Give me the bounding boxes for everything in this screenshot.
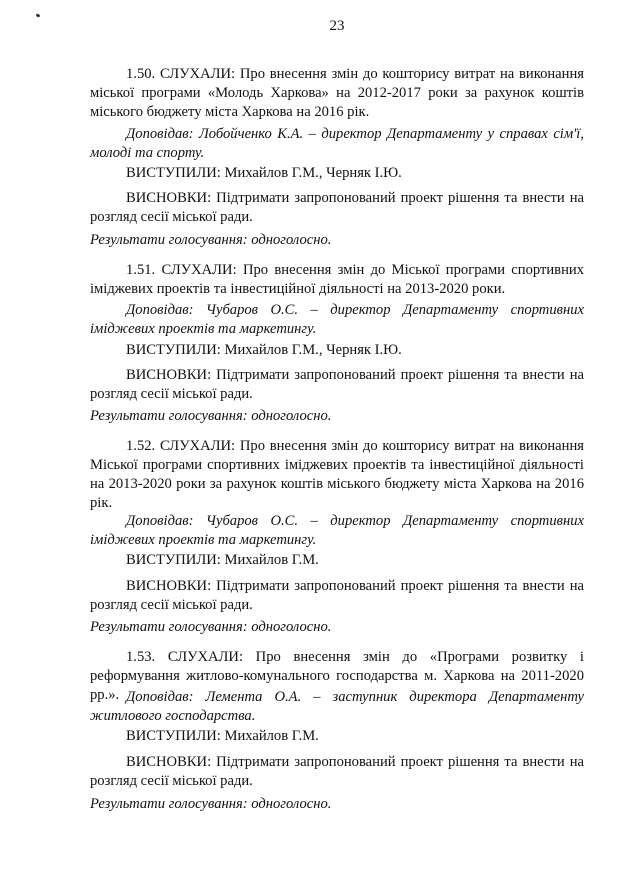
- item-1-52-vote: [90, 618, 584, 637]
- reporter-paragraph: Доповідав: Лобойченко К.А. – директор Департаменту у справах сім'ї, молоді та спорту.: [90, 126, 584, 161]
- spoke-paragraph: ВИСТУПИЛИ: Михайлов Г.М.: [126, 728, 319, 744]
- heard-paragraph: 1.50. СЛУХАЛИ: Про внесення змін до кошторису витрат на виконання міської програми «Молодь Харкова» на 2012-2017 роки за рахунок коштів міського бюджету міста Харкова на 2016 рік.: [90, 66, 584, 120]
- scan-speck: [36, 13, 41, 18]
- item-1-51-spoke: [90, 341, 584, 360]
- item-1-53-conclusions: [90, 753, 584, 791]
- vote-result: Результати голосування: одноголосно.: [90, 232, 332, 248]
- item-1-50-conclusions: [90, 189, 584, 227]
- item-1-52-conclusions: [90, 577, 584, 615]
- heard-paragraph: 1.53. СЛУХАЛИ: Про внесення змін до «Програми розвитку і реформування житлово-комунального господарства м. Харкова на 2011-2020 рр.».: [90, 649, 584, 703]
- item-1-51-conclusions: [90, 366, 584, 404]
- item-1-50-reporter: [90, 125, 584, 163]
- reporter-paragraph: Доповідав: Чубаров О.С. – директор Департаменту спортивних іміджевих проектів та маркетингу.: [90, 302, 584, 337]
- page-number: 23: [329, 18, 345, 34]
- heard-paragraph: 1.51. СЛУХАЛИ: Про внесення змін до Міської програми спортивних іміджевих проектів та інвестиційної діяльності на 2013-2020 роки.: [90, 262, 584, 297]
- item-1-50-heard: [90, 65, 584, 122]
- vote-result: Результати голосування: одноголосно.: [90, 619, 332, 635]
- item-1-52-reporter: [90, 512, 584, 550]
- item-1-53-vote: [90, 795, 584, 814]
- conclusions-paragraph: ВИСНОВКИ: Підтримати запропонований проект рішення та внести на розгляд сесії міської ради.: [90, 578, 584, 613]
- spoke-paragraph: ВИСТУПИЛИ: Михайлов Г.М., Черняк І.Ю.: [126, 165, 402, 181]
- item-1-53-spoke: [90, 727, 584, 746]
- item-1-53-reporter: [90, 688, 584, 726]
- conclusions-paragraph: ВИСНОВКИ: Підтримати запропонований проект рішення та внести на розгляд сесії міської ради.: [90, 754, 584, 789]
- item-1-50-vote: [90, 231, 584, 250]
- spoke-paragraph: ВИСТУПИЛИ: Михайлов Г.М., Черняк І.Ю.: [126, 342, 402, 358]
- heard-paragraph: 1.52. СЛУХАЛИ: Про внесення змін до кошторису витрат на виконання Міської програми спортивних іміджевих проектів та інвестиційної діяльності на 2013-2020 роки за рахунок коштів міського бюджету міста Харкова на 2016 рік.: [90, 438, 584, 511]
- conclusions-paragraph: ВИСНОВКИ: Підтримати запропонований проект рішення та внести на розгляд сесії міської ради.: [90, 367, 584, 402]
- vote-result: Результати голосування: одноголосно.: [90, 408, 332, 424]
- conclusions-paragraph: ВИСНОВКИ: Підтримати запропонований проект рішення та внести на розгляд сесії міської ради.: [90, 190, 584, 225]
- spoke-paragraph: ВИСТУПИЛИ: Михайлов Г.М.: [126, 552, 319, 568]
- item-1-52-spoke: [90, 551, 584, 570]
- item-1-51-reporter: [90, 301, 584, 339]
- item-1-50-spoke: [90, 164, 584, 183]
- reporter-paragraph: Доповідав: Чубаров О.С. – директор Департаменту спортивних іміджевих проектів та маркетингу.: [90, 513, 584, 548]
- item-1-51-heard: [90, 261, 584, 299]
- reporter-paragraph: Доповідав: Лемента О.А. – заступник директора Департаменту житлового господарства.: [90, 689, 584, 724]
- item-1-52-heard: [90, 437, 584, 513]
- item-1-51-vote: [90, 407, 584, 426]
- vote-result: Результати голосування: одноголосно.: [90, 796, 332, 812]
